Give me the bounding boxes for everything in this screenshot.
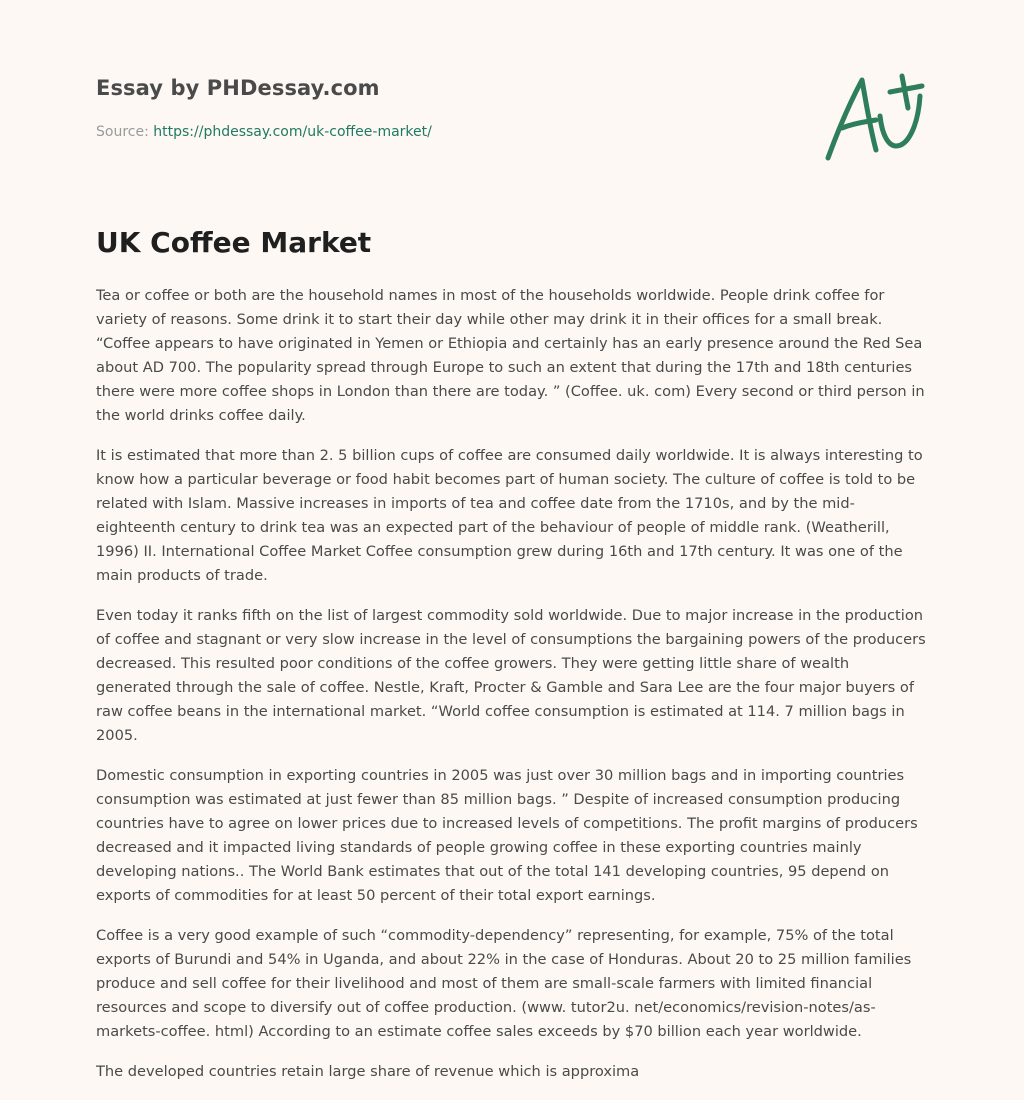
- essay-paragraph: The developed countries retain large share of revenue which is approxima: [96, 1063, 640, 1080]
- source-line: [96, 124, 432, 140]
- essay-paragraph: Tea or coffee or both are the household names in most of the households worldwide. People drink coffee for variety of reasons. Some drink it to start their day while other may drink it in their offices for a small break. “Coffee appears to have originated in Yemen or Ethiopia and certainly has an early presence around the Red Sea about AD 700. The popularity spread through Europe to such an extent that during the 17th and 18th centuries there were more coffee shops in London than there are today. ” (Coffee. uk. com) Every second or third person in the world drinks coffee daily.: [96, 287, 925, 424]
- essay-body: [96, 284, 928, 1100]
- essay-paragraph: Even today it ranks fifth on the list of largest commodity sold worldwide. Due to major increase in the production of coffee and stagnant or very slow increase in the level of consumptions the bargaining powers of the producers decreased. This resulted poor conditions of the coffee growers. They were getting little share of wealth generated through the sale of coffee. Nestle, Kraft, Procter & Gamble and Sara Lee are the four major buyers of raw coffee beans in the international market. “World coffee consumption is estimated at 114. 7 million bags in 2005.: [96, 607, 926, 744]
- essay-paragraph: Domestic consumption in exporting countries in 2005 was just over 30 million bags and in importing countries consumption was estimated at just fewer than 85 million bags. ” Despite of increased consumption producing countries have to agree on lower prices due to increased levels of competitions. The profit margins of producers decreased and it impacted living standards of people growing coffee in these exporting countries mainly developing nations.. The World Bank estimates that out of the total 141 developing countries, 95 depend on exports of commodities for at least 50 percent of their total export earnings.: [96, 767, 918, 904]
- site-title: Essay by PHDessay.com: [96, 76, 380, 100]
- essay-title: UK Coffee Market: [96, 226, 372, 259]
- source-link[interactable]: https://phdessay.com/uk-coffee-market/: [153, 124, 432, 140]
- a-plus-logo-icon: [822, 66, 928, 164]
- essay-paragraph: Coffee is a very good example of such “commodity-dependency” representing, for example, 75% of the total exports of Burundi and 54% in Uganda, and about 22% in the case of Honduras. About 20 to 25 million families produce and sell coffee for their livelihood and most of them are small-scale farmers with limited financial resources and scope to diversify out of coffee production. (www. tutor2u. net/economics/revision-notes/as-markets-coffee. html) According to an estimate coffee sales exceeds by $70 billion each year worldwide.: [96, 927, 912, 1040]
- source-label: Source:: [96, 124, 149, 140]
- essay-paragraph: It is estimated that more than 2. 5 billion cups of coffee are consumed daily worldwide. It is always interesting to know how a particular beverage or food habit becomes part of human society. The culture of coffee is told to be related with Islam. Massive increases in imports of tea and coffee date from the 1710s, and by the mid-eighteenth century to drink tea was an expected part of the behaviour of people of middle rank. (Weatherill, 1996) II. International Coffee Market Coffee consumption grew during 16th and 17th century. It was one of the main products of trade.: [96, 447, 923, 584]
